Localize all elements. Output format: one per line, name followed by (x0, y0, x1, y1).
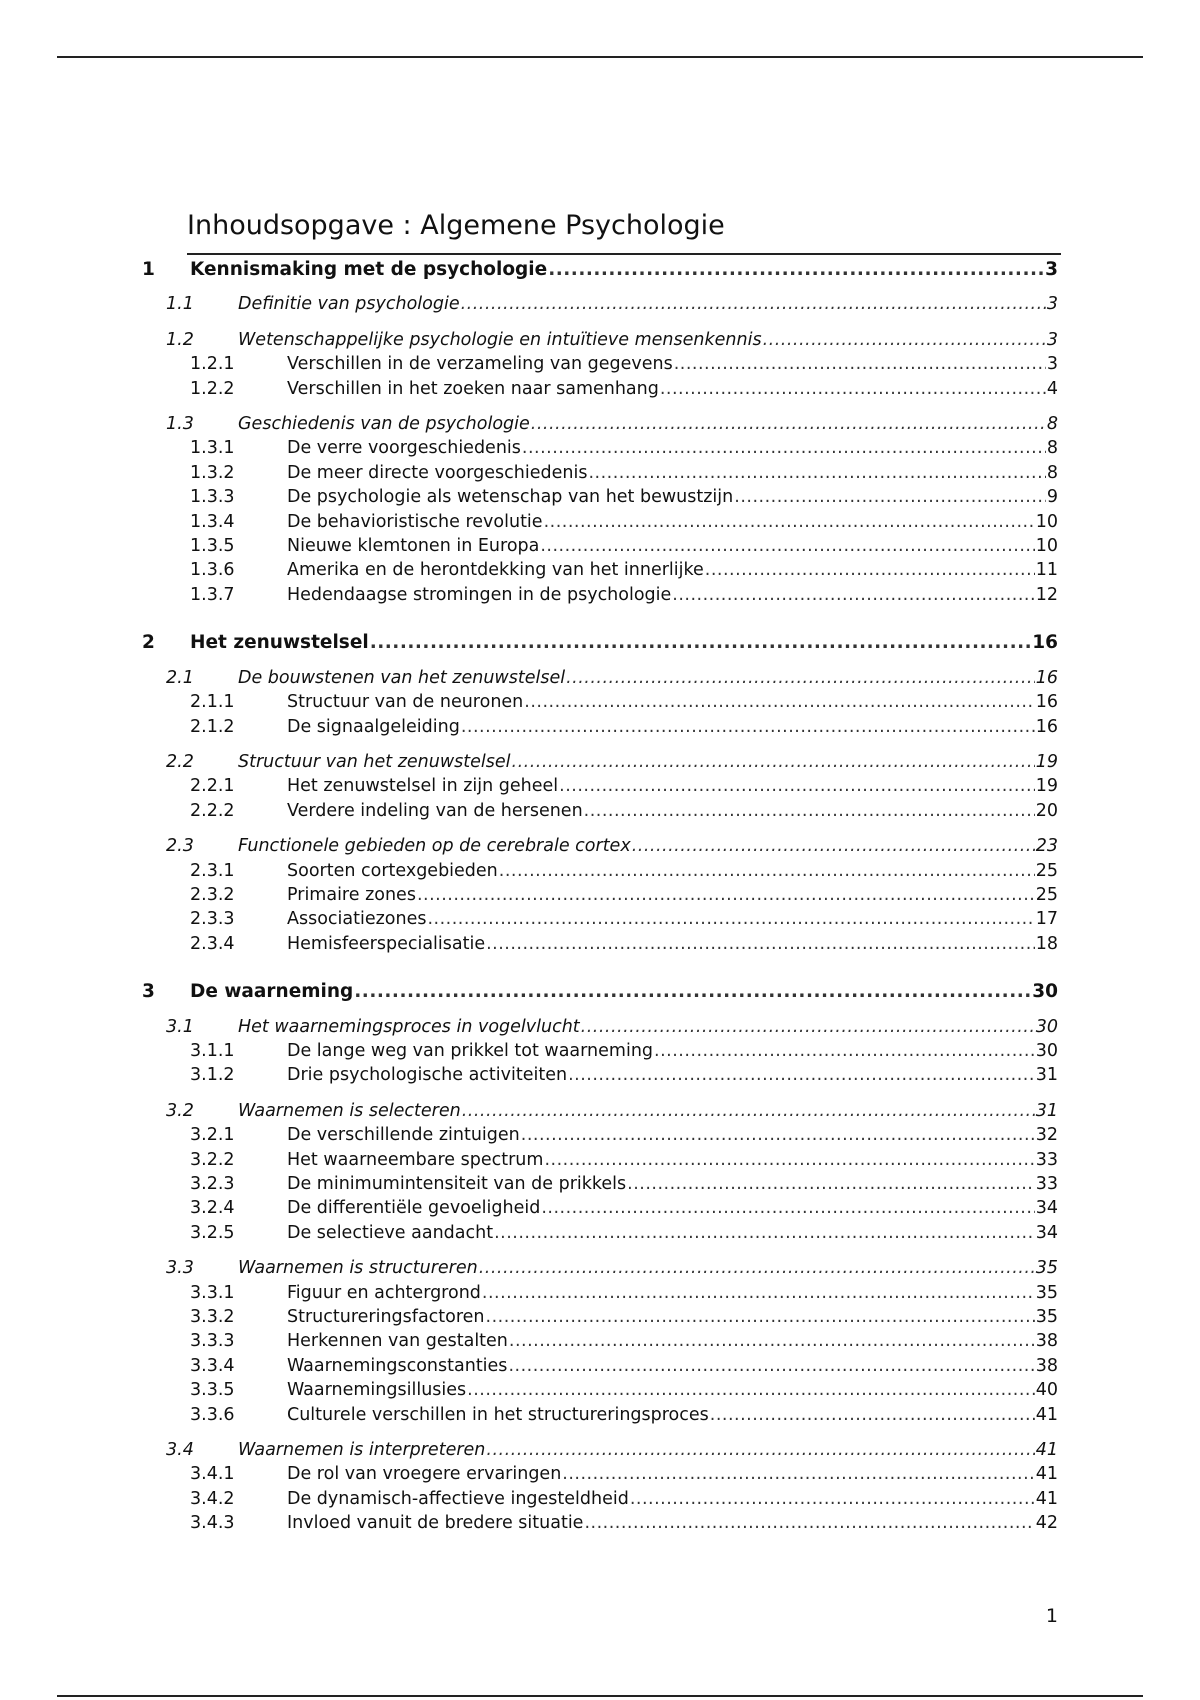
toc-entry-title: Verdere indeling van de hersenen (287, 800, 583, 821)
toc-entry-page: 11 (1035, 560, 1058, 581)
toc-entry-number: 2 (142, 632, 155, 654)
toc-entry-title: De waarneming (190, 981, 354, 1003)
toc-entry-number: 2.2 (166, 751, 194, 772)
toc-entry-3-1-1[interactable] (142, 1039, 1058, 1063)
toc-dot-leader (531, 412, 1046, 436)
toc-entry-number: 3.3.6 (190, 1404, 235, 1425)
toc-dot-leader (559, 774, 1035, 798)
toc-entry-number: 3.1.1 (190, 1040, 235, 1061)
toc-entry-3-4-3[interactable] (142, 1511, 1058, 1535)
toc-entry-3-3-6[interactable] (142, 1403, 1058, 1427)
toc-entry-title: Structureringsfactoren (287, 1307, 485, 1328)
toc-entry-title: De signaalgeleiding (287, 716, 460, 737)
toc-entry-title: Verschillen in het zoeken naar samenhang (287, 378, 659, 399)
toc-entry-page: 38 (1035, 1355, 1058, 1376)
toc-dot-leader (494, 1221, 1035, 1245)
toc-entry-page: 31 (1035, 1065, 1058, 1086)
toc-dot-leader (512, 750, 1035, 774)
toc-entry-number: 1.3.2 (190, 462, 235, 483)
toc-entry-page: 18 (1035, 933, 1058, 954)
toc-entry-3-1-2[interactable] (142, 1063, 1058, 1087)
toc-entry-number: 3.2.5 (190, 1222, 235, 1243)
toc-entry-page: 9 (1046, 487, 1058, 508)
toc-entry-3-2-3[interactable] (142, 1172, 1058, 1196)
toc-entry-number: 1.3 (166, 414, 194, 435)
toc-entry-page: 3 (1046, 329, 1058, 350)
toc-dot-leader (486, 932, 1035, 956)
toc-entry-page: 8 (1046, 414, 1058, 435)
toc-entry-1-2[interactable] (142, 328, 1058, 352)
toc-entry-title: Soorten cortexgebieden (287, 860, 498, 881)
toc-entry-page: 35 (1035, 1258, 1058, 1279)
toc-entry-page: 32 (1035, 1125, 1058, 1146)
toc-entry-3-3-3[interactable] (142, 1329, 1058, 1353)
toc-entry-title: De rol van vroegere ervaringen (287, 1464, 562, 1485)
toc-entry-1-2-1[interactable] (142, 352, 1058, 376)
toc-entry-3-4-1[interactable] (142, 1462, 1058, 1486)
toc-entry-page: 3 (1046, 294, 1058, 315)
toc-entry-number: 3.3 (166, 1258, 194, 1279)
toc-entry-title: Associatiezones (287, 909, 427, 930)
toc-entry-title: Waarnemingsconstanties (287, 1355, 508, 1376)
toc-entry-number: 1.2 (166, 329, 194, 350)
toc-entry-page: 41 (1035, 1440, 1058, 1461)
toc-entry-page: 19 (1035, 751, 1058, 772)
toc-dot-leader (763, 328, 1046, 352)
toc-entry-3-2-1[interactable] (142, 1123, 1058, 1147)
toc-entry-title: Nieuwe klemtonen in Europa (287, 536, 540, 557)
toc-dot-leader (522, 436, 1046, 460)
page-number: 1 (1045, 1605, 1058, 1627)
toc-entry-title: De lange weg van prikkel tot waarneming (287, 1040, 654, 1061)
toc-entry-page: 41 (1035, 1464, 1058, 1485)
toc-entry-title: Geschiedenis van de psychologie (238, 414, 530, 435)
toc-entry-title: Amerika en de herontdekking van het innerlijke (287, 560, 704, 581)
toc-dot-leader (566, 666, 1035, 690)
toc-entry-title: Het waarnemingsproces in vogelvlucht (238, 1016, 580, 1037)
toc-dot-leader (588, 461, 1045, 485)
toc-entry-page: 8 (1046, 462, 1058, 483)
toc-entry-title: Hemisfeerspecialisatie (287, 933, 486, 954)
toc-entry-title: Hedendaagse stromingen in de psychologie (287, 584, 672, 605)
document-title: Inhoudsopgave : Algemene Psychologie (187, 208, 1061, 255)
toc-dot-leader (710, 1403, 1035, 1427)
toc-dot-leader (627, 1172, 1035, 1196)
toc-entry-page: 25 (1035, 884, 1058, 905)
toc-dot-leader (705, 558, 1035, 582)
toc-dot-leader (482, 1281, 1035, 1305)
toc-entry-page: 16 (1035, 692, 1058, 713)
toc-entry-title: Waarnemingsillusies (287, 1380, 467, 1401)
toc-entry-page: 25 (1035, 860, 1058, 881)
toc-entry-number: 1.3.7 (190, 584, 235, 605)
toc-entry-number: 1.3.6 (190, 560, 235, 581)
toc-entry-1-3-5[interactable] (142, 534, 1058, 558)
toc-entry-title: Waarnemen is interpreteren (238, 1440, 486, 1461)
toc-entry-title: Definitie van psychologie (238, 294, 460, 315)
toc-entry-title: Het zenuwstelsel in zijn geheel (287, 776, 559, 797)
toc-entry-title: De dynamisch-affectieve ingesteldheid (287, 1488, 629, 1509)
toc-entry-page: 4 (1046, 378, 1058, 399)
toc-entry-number: 2.1.2 (190, 716, 235, 737)
toc-entry-page: 38 (1035, 1331, 1058, 1352)
toc-entry-page: 30 (1032, 981, 1058, 1003)
toc-entry-title: Verschillen in de verzameling van gegevens (287, 354, 673, 375)
toc-entry-number: 2.3.3 (190, 909, 235, 930)
toc-dot-leader (417, 883, 1035, 907)
toc-entry-title: Drie psychologische activiteiten (287, 1065, 568, 1086)
toc-entry-number: 3.4.3 (190, 1513, 235, 1534)
toc-dot-leader (562, 1462, 1034, 1486)
toc-dot-leader (654, 1039, 1035, 1063)
toc-dot-leader (548, 258, 1044, 282)
toc-entry-3-4-2[interactable] (142, 1487, 1058, 1511)
toc-entry-page: 34 (1035, 1198, 1058, 1219)
toc-entry-number: 3 (142, 981, 155, 1003)
toc-entry-title: De psychologie als wetenschap van het bewustzijn (287, 487, 734, 508)
toc-entry-page: 41 (1035, 1488, 1058, 1509)
toc-entry-number: 3.2.1 (190, 1125, 235, 1146)
table-of-contents (142, 258, 1058, 1536)
toc-entry-page: 12 (1035, 584, 1058, 605)
toc-entry-page: 8 (1046, 438, 1058, 459)
toc-entry-2-1[interactable] (142, 666, 1058, 690)
toc-entry-number: 3.4.2 (190, 1488, 235, 1509)
toc-dot-leader (462, 1099, 1035, 1123)
toc-entry-title: Wetenschappelijke psychologie en intuïtieve mensenkennis (238, 329, 762, 350)
toc-entry-number: 3.1.2 (190, 1065, 235, 1086)
toc-dot-leader (544, 510, 1035, 534)
toc-entry-page: 34 (1035, 1222, 1058, 1243)
toc-entry-3-2-2[interactable] (142, 1148, 1058, 1172)
toc-entry-3-3[interactable] (142, 1256, 1058, 1280)
toc-dot-leader (486, 1305, 1035, 1329)
toc-entry-1-3-6[interactable] (142, 558, 1058, 582)
toc-entry-title: Waarnemen is selecteren (238, 1100, 461, 1121)
toc-entry-3-3-5[interactable] (142, 1378, 1058, 1402)
toc-dot-leader (632, 834, 1035, 858)
toc-entry-number: 1.2.1 (190, 354, 235, 375)
toc-dot-leader (524, 690, 1034, 714)
toc-entry-page: 23 (1035, 836, 1058, 857)
toc-dot-leader (544, 1148, 1034, 1172)
toc-entry-2-2[interactable] (142, 750, 1058, 774)
toc-entry-number: 1.3.4 (190, 511, 235, 532)
toc-entry-title: De bouwstenen van het zenuwstelsel (238, 667, 566, 688)
toc-entry-2-3-2[interactable] (142, 883, 1058, 907)
toc-entry-3-1[interactable] (142, 1015, 1058, 1039)
toc-entry-title: Waarnemen is structureren (238, 1258, 478, 1279)
toc-entry-title: Functionele gebieden op de cerebrale cortex (238, 836, 631, 857)
toc-entry-number: 3.2 (166, 1100, 194, 1121)
toc-entry-page: 10 (1035, 511, 1058, 532)
toc-entry-1-3-2[interactable] (142, 461, 1058, 485)
header-rule (57, 56, 1143, 58)
toc-entry-number: 3.3.2 (190, 1307, 235, 1328)
toc-entry-page: 17 (1035, 909, 1058, 930)
toc-entry-title: Structuur van het zenuwstelsel (238, 751, 511, 772)
toc-entry-number: 1.3.1 (190, 438, 235, 459)
toc-entry-3-3-1[interactable] (142, 1281, 1058, 1305)
toc-dot-leader (660, 377, 1046, 401)
toc-entry-2[interactable] (142, 631, 1058, 655)
toc-entry-title: Figuur en achtergrond (287, 1282, 481, 1303)
toc-entry-2-1-2[interactable] (142, 715, 1058, 739)
toc-entry-number: 3.2.3 (190, 1174, 235, 1194)
toc-dot-leader (584, 1511, 1034, 1535)
toc-dot-leader (479, 1256, 1035, 1280)
toc-entry-title: Herkennen van gestalten (287, 1331, 508, 1352)
toc-dot-leader (672, 583, 1034, 607)
toc-entry-title: Het waarneembare spectrum (287, 1149, 544, 1170)
toc-entry-page: 19 (1035, 776, 1058, 797)
toc-dot-leader (568, 1063, 1035, 1087)
toc-entry-2-2-2[interactable] (142, 799, 1058, 823)
toc-dot-leader (499, 859, 1035, 883)
toc-entry-number: 3.3.5 (190, 1380, 235, 1401)
toc-entry-number: 1.3.5 (190, 536, 235, 557)
toc-entry-number: 1 (142, 259, 155, 280)
toc-entry-number: 2.1 (166, 667, 194, 688)
toc-dot-leader (540, 534, 1034, 558)
toc-entry-3-2[interactable] (142, 1099, 1058, 1123)
toc-entry-page: 16 (1035, 667, 1058, 688)
toc-entry-title: De behavioristische revolutie (287, 511, 543, 532)
toc-entry-2-2-1[interactable] (142, 774, 1058, 798)
toc-entry-number: 3.1 (166, 1016, 194, 1037)
toc-dot-leader (734, 485, 1046, 509)
toc-entry-page: 20 (1035, 800, 1058, 821)
toc-entry-title: De minimumintensiteit van de prikkels (287, 1174, 627, 1194)
toc-entry-3-2-5[interactable] (142, 1221, 1058, 1245)
toc-dot-leader (370, 631, 1032, 655)
toc-entry-number: 3.4.1 (190, 1464, 235, 1485)
toc-entry-number: 2.3.4 (190, 933, 235, 954)
toc-entry-page: 3 (1045, 259, 1058, 280)
toc-dot-leader (461, 715, 1035, 739)
toc-entry-1-3-4[interactable] (142, 510, 1058, 534)
toc-entry-1-3-7[interactable] (142, 583, 1058, 607)
toc-entry-number: 3.3.3 (190, 1331, 235, 1352)
toc-entry-title: De selectieve aandacht (287, 1222, 494, 1243)
toc-entry-page: 35 (1035, 1282, 1058, 1303)
toc-entry-3-4[interactable] (142, 1438, 1058, 1462)
toc-entry-title: De differentiële gevoeligheid (287, 1198, 541, 1219)
toc-entry-page: 16 (1032, 632, 1058, 654)
toc-entry-page: 35 (1035, 1307, 1058, 1328)
toc-dot-leader (674, 352, 1046, 376)
toc-entry-3-3-4[interactable] (142, 1354, 1058, 1378)
toc-entry-number: 3.2.4 (190, 1198, 235, 1219)
toc-entry-number: 1.2.2 (190, 378, 235, 399)
toc-entry-2-1-1[interactable] (142, 690, 1058, 714)
toc-entry-3-2-4[interactable] (142, 1196, 1058, 1220)
toc-entry-1-3-1[interactable] (142, 436, 1058, 460)
toc-entry-title: Kennismaking met de psychologie (190, 259, 548, 280)
toc-dot-leader (581, 1015, 1035, 1039)
toc-entry-3[interactable] (142, 980, 1058, 1004)
toc-entry-number: 2.3.2 (190, 884, 235, 905)
toc-dot-leader (508, 1354, 1034, 1378)
toc-entry-number: 2.3 (166, 836, 194, 857)
toc-entry-2-3[interactable] (142, 834, 1058, 858)
toc-entry-page: 30 (1035, 1016, 1058, 1037)
toc-dot-leader (467, 1378, 1035, 1402)
toc-entry-page: 33 (1035, 1149, 1058, 1170)
toc-dot-leader (461, 292, 1046, 316)
toc-entry-number: 2.3.1 (190, 860, 235, 881)
toc-entry-title: Invloed vanuit de bredere situatie (287, 1513, 584, 1534)
toc-dot-leader (630, 1487, 1035, 1511)
footer-rule (57, 1695, 1143, 1697)
toc-entry-2-3-4[interactable] (142, 932, 1058, 956)
toc-entry-title: Primaire zones (287, 884, 416, 905)
toc-entry-2-3-3[interactable] (142, 907, 1058, 931)
toc-entry-page: 16 (1035, 716, 1058, 737)
toc-entry-title: Het zenuwstelsel (190, 632, 369, 654)
toc-entry-title: De meer directe voorgeschiedenis (287, 462, 588, 483)
toc-entry-1-2-2[interactable] (142, 377, 1058, 401)
toc-dot-leader (427, 907, 1034, 931)
toc-entry-title: De verre voorgeschiedenis (287, 438, 521, 459)
toc-entry-1[interactable] (142, 258, 1058, 282)
toc-entry-1-1[interactable] (142, 292, 1058, 316)
toc-entry-number: 2.2.1 (190, 776, 235, 797)
toc-entry-3-3-2[interactable] (142, 1305, 1058, 1329)
toc-entry-title: De verschillende zintuigen (287, 1125, 520, 1146)
toc-entry-page: 30 (1035, 1040, 1058, 1061)
toc-entry-2-3-1[interactable] (142, 859, 1058, 883)
toc-entry-number: 1.1 (166, 294, 194, 315)
toc-dot-leader (509, 1329, 1035, 1353)
toc-entry-number: 3.4 (166, 1440, 194, 1461)
toc-entry-page: 40 (1035, 1380, 1058, 1401)
toc-entry-title: Culturele verschillen in het structureringsproces (287, 1404, 709, 1425)
toc-entry-number: 2.1.1 (190, 692, 235, 713)
toc-entry-page: 31 (1035, 1100, 1058, 1121)
toc-entry-page: 33 (1035, 1174, 1058, 1194)
toc-entry-page: 42 (1035, 1513, 1058, 1534)
toc-dot-leader (584, 799, 1035, 823)
toc-dot-leader (486, 1438, 1034, 1462)
toc-dot-leader (541, 1196, 1034, 1220)
toc-entry-number: 3.2.2 (190, 1149, 235, 1170)
toc-entry-page: 41 (1035, 1404, 1058, 1425)
toc-entry-page: 10 (1035, 536, 1058, 557)
toc-entry-title: Structuur van de neuronen (287, 692, 524, 713)
toc-entry-1-3-3[interactable] (142, 485, 1058, 509)
toc-entry-page: 3 (1046, 354, 1058, 375)
toc-entry-number: 1.3.3 (190, 487, 235, 508)
toc-dot-leader (521, 1123, 1035, 1147)
toc-entry-number: 2.2.2 (190, 800, 235, 821)
toc-entry-number: 3.3.4 (190, 1355, 235, 1376)
toc-dot-leader (354, 980, 1031, 1004)
toc-entry-1-3[interactable] (142, 412, 1058, 436)
toc-entry-number: 3.3.1 (190, 1282, 235, 1303)
